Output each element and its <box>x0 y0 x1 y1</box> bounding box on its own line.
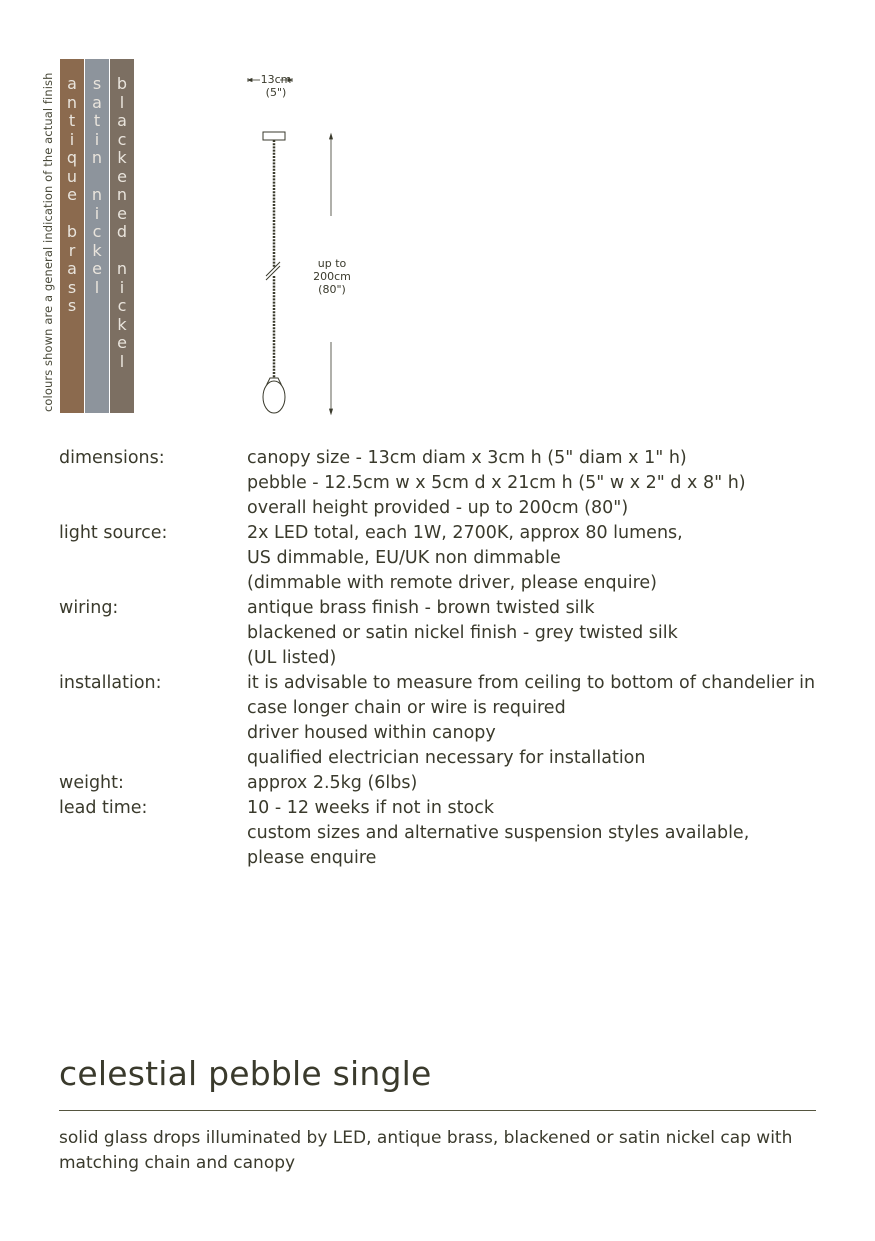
spec-values <box>247 596 839 671</box>
height-label <box>306 257 358 296</box>
swatch-letter: l <box>94 277 100 297</box>
swatch-letter: s <box>67 277 77 297</box>
spec-value-line: approx 2.5kg (6lbs) <box>247 773 418 793</box>
swatch-letter: l <box>119 351 125 371</box>
spec-value-line: driver housed within canopy <box>247 723 496 743</box>
swatch-letter: k <box>117 314 127 334</box>
canopy <box>263 132 285 140</box>
glass-pebble <box>263 381 285 413</box>
spec-value-line: custom sizes and alternative suspension styles available, <box>247 823 750 843</box>
swatch-satin-nickel <box>85 59 109 413</box>
height-line-2: 200cm <box>313 270 351 283</box>
swatch-letter: i <box>119 277 125 297</box>
spec-row <box>59 446 839 521</box>
spec-values <box>247 796 839 871</box>
swatch-letter: a <box>67 74 77 93</box>
swatch-letter: t <box>68 111 76 130</box>
swatch-letter: e <box>92 259 102 278</box>
spec-label: wiring: <box>59 598 119 618</box>
title-divider <box>59 1110 816 1111</box>
spec-value-line: 2x LED total, each 1W, 2700K, approx 80 lumens, <box>247 523 683 543</box>
spec-values <box>247 771 839 796</box>
swatch-letter: n <box>66 92 78 112</box>
spec-row <box>59 796 839 871</box>
spec-value-line: (dimmable with remote driver, please enquire) <box>247 573 657 593</box>
spec-value-line: 10 - 12 weeks if not in stock <box>247 798 494 818</box>
swatch-letter <box>110 242 134 261</box>
swatch-letter: r <box>68 240 76 260</box>
spec-value-line: overall height provided - up to 200cm (80") <box>247 498 629 518</box>
spec-row <box>59 521 839 596</box>
spec-row <box>59 771 839 796</box>
pendant-diagram <box>240 70 360 420</box>
spec-label: lead time: <box>59 798 148 818</box>
colour-note: colours shown are a general indication of the actual finish <box>41 72 55 412</box>
spec-values <box>247 446 839 521</box>
swatch-letter: a <box>67 259 77 278</box>
spec-value-line: antique brass finish - brown twisted silk <box>247 598 595 618</box>
width-in: (5") <box>265 86 287 99</box>
spec-value-line: US dimmable, EU/UK non dimmable <box>247 548 561 568</box>
swatch-letter: b <box>66 222 78 241</box>
spec-value-line: canopy size - 13cm diam x 3cm h (5" diam x 1" h) <box>247 448 687 468</box>
spec-row <box>59 596 839 671</box>
swatch-letter: n <box>91 185 103 204</box>
swatch-letter <box>85 168 109 187</box>
swatch-letter: e <box>67 185 77 204</box>
swatch-letter: i <box>94 203 100 223</box>
swatch-blackened-nickel <box>110 59 134 413</box>
swatch-letter <box>60 205 84 224</box>
product-description: solid glass drops illuminated by LED, antique brass, blackened or satin nickel cap with matching chain and canopy <box>59 1128 793 1173</box>
height-line-1: up to <box>317 257 347 270</box>
swatch-letter: s <box>92 74 102 93</box>
swatch-letter: c <box>117 296 127 315</box>
swatch-letter: c <box>92 222 102 241</box>
spec-label: installation: <box>59 673 162 693</box>
width-cm: 13cm <box>260 73 292 86</box>
swatch-letter: e <box>117 166 127 186</box>
spec-table <box>59 446 839 871</box>
height-line-3: (80") <box>318 283 346 296</box>
spec-value-line: blackened or satin nickel finish - grey twisted silk <box>247 623 678 643</box>
spec-label: weight: <box>59 773 124 793</box>
spec-value-line: case longer chain or wire is required <box>247 698 566 718</box>
swatch-letter: c <box>117 129 127 149</box>
swatch-letter: s <box>67 296 77 315</box>
spec-value-line: qualified electrician necessary for installation <box>247 748 646 768</box>
swatch-letter: k <box>92 240 102 260</box>
swatch-letter: k <box>117 148 127 167</box>
spec-value-line: please enquire <box>247 848 377 868</box>
swatch-antique-brass <box>60 59 84 413</box>
swatch-letter: n <box>116 185 128 204</box>
product-title: celestial pebble single <box>59 1054 432 1093</box>
spec-label: dimensions: <box>59 448 165 468</box>
spec-values <box>247 521 839 596</box>
swatch-letter: d <box>116 222 128 241</box>
swatch-letter: u <box>66 166 78 186</box>
swatch-letter: e <box>117 333 127 352</box>
swatch-letter: n <box>116 259 128 278</box>
swatch-letter: n <box>91 148 103 167</box>
swatch-letter: q <box>66 148 78 167</box>
swatch-letter: l <box>119 92 125 112</box>
swatch-letter: a <box>117 111 127 130</box>
spec-value-line: pebble - 12.5cm w x 5cm d x 21cm h (5" w x 2" d x 8" h) <box>247 473 746 493</box>
swatch-letter: e <box>117 203 127 223</box>
spec-value-line: it is advisable to measure from ceiling to bottom of chandelier in <box>247 673 816 693</box>
spec-label: light source: <box>59 523 168 543</box>
swatch-letter: i <box>69 129 75 149</box>
swatch-letter: b <box>116 74 128 93</box>
swatch-letter: a <box>92 92 102 112</box>
spec-value-line: (UL listed) <box>247 648 337 668</box>
spec-row <box>59 671 839 771</box>
swatch-letter: i <box>94 129 100 149</box>
spec-values <box>247 671 839 771</box>
swatch-letter: t <box>93 111 101 130</box>
width-label <box>256 73 296 99</box>
